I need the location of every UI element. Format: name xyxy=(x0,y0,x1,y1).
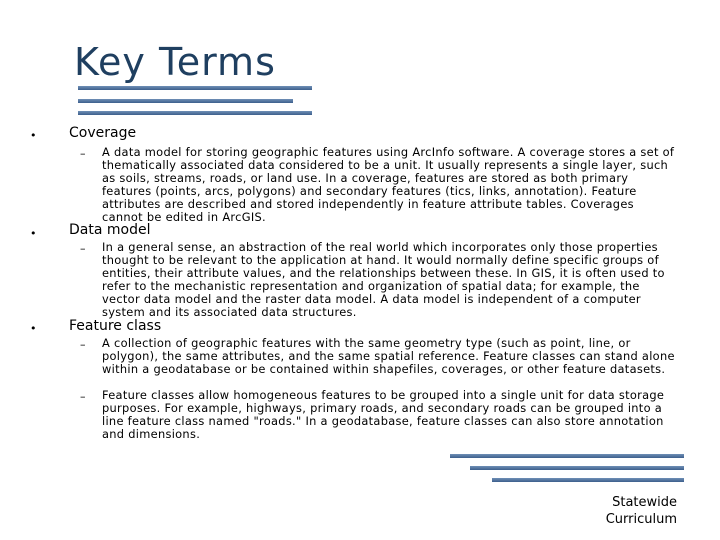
footer-rule-1 xyxy=(450,454,684,458)
title-rule-1 xyxy=(78,86,312,90)
bullet-data-model: • xyxy=(30,227,37,240)
footer-rule-3 xyxy=(492,478,684,482)
paragraph-feature-class-1: A collection of geographic features with the same geometry type (such as point, line, or polygon), the same attributes, and the same spatial reference. Feature classes can stand alone within a geodatabase or be contained within shapefiles, coverages, or other feature datasets. xyxy=(102,336,675,376)
heading-coverage: Coverage xyxy=(69,125,137,141)
page-title: Key Terms xyxy=(74,40,276,84)
dash-data-model-1: – xyxy=(80,242,86,255)
bullet-coverage: • xyxy=(30,129,37,142)
bullet-feature-class: • xyxy=(30,322,37,335)
heading-feature-class: Feature class xyxy=(69,318,162,334)
paragraph-data-model-1: In a general sense, an abstraction of the real world which incorporates only those properties thought to be relevant to the application at hand. It would normally define specific groups of entities, their attribute values, and the relationships between these. In GIS, it is often used to refer to the mechanistic representation and organization of spatial data; for example, the vector data model and the raster data model. A data model is independent of a computer system and its associated data structures. xyxy=(102,240,665,319)
title-rule-3 xyxy=(78,111,312,115)
title-rule-2 xyxy=(78,99,293,103)
footer-curriculum-label xyxy=(557,494,677,528)
paragraph-feature-class-2: Feature classes allow homogeneous features to be grouped into a single unit for data storage purposes. For example, highways, primary roads, and secondary roads can be grouped into a line feature class named "roads." In a geodatabase, feature classes can also store annotation and dimensions. xyxy=(102,388,665,441)
heading-data-model: Data model xyxy=(69,222,151,238)
paragraph-coverage-1: A data model for storing geographic features using ArcInfo software. A coverage stores a set of thematically associated data considered to be a unit. It usually represents a single layer, such as soils, streams, roads, or land use. In a coverage, features are stored as both primary features (points, arcs, polygons) and secondary features (tics, links, annotation). Feature attributes are described and stored independently in feature attribute tables. Coverages cannot be edited in ArcGIS. xyxy=(102,145,675,224)
footer-rule-2 xyxy=(470,466,684,470)
footer-line-2: Curriculum xyxy=(605,512,677,527)
dash-feature-class-2: – xyxy=(80,390,86,403)
dash-coverage-1: – xyxy=(80,147,86,160)
footer-line-1: Statewide xyxy=(612,495,677,510)
dash-feature-class-1: – xyxy=(80,338,86,351)
